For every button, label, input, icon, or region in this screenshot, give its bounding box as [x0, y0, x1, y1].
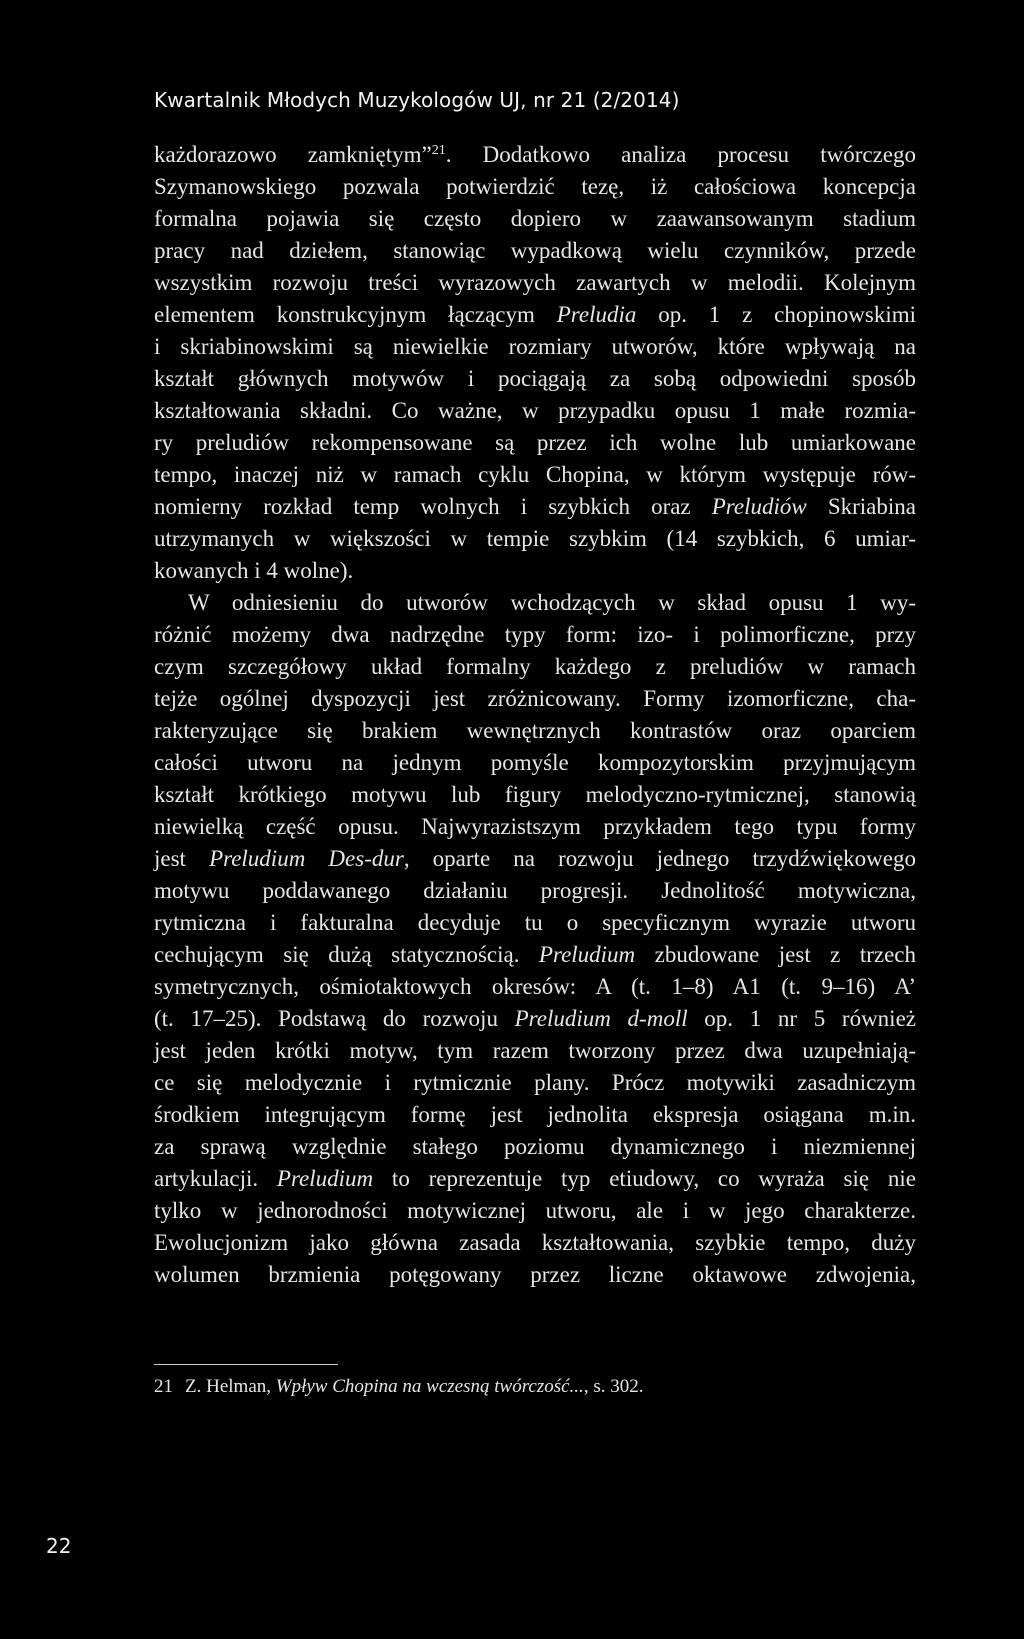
text-line [154, 459, 916, 491]
text-run: tempo, inaczej niż w ramach cyklu Chopina, w którym występuje rów- [154, 462, 916, 487]
text-line [154, 139, 916, 171]
text-run: cechującym się dużą statycznością. [154, 942, 539, 967]
text-line [154, 427, 916, 459]
text-run: rakteryzujące się brakiem wewnętrznych kontrastów oraz oparciem [154, 718, 916, 743]
italic-title: Preludium [276, 1166, 374, 1191]
text-line [154, 747, 916, 779]
text-run: jest jeden krótki motyw, tym razem tworzony przez dwa uzupełniają- [154, 1038, 916, 1063]
text-line [154, 1067, 916, 1099]
text-run: tylko w jednorodności motywicznej utworu, ale i w jego charakterze. [154, 1198, 916, 1223]
text-run: Ewolucjonizm jako główna zasada kształtowania, szybkie tempo, duży [154, 1230, 916, 1255]
text-line [154, 1035, 916, 1067]
text-run: elementem konstrukcyjnym łączącym [154, 302, 557, 327]
footnote-author: Z. Helman, [185, 1376, 276, 1397]
text-run: środkiem integrującym formę jest jednolita ekspresja osiągana m.in. [154, 1102, 916, 1127]
text-run: wszystkim rozwoju treści wyrazowych zawartych w melodii. Kolejnym [154, 270, 916, 295]
text-line [154, 203, 916, 235]
text-run: op. 1 z chopinowskimi [636, 302, 916, 327]
text-line [154, 971, 916, 1003]
italic-title: Preludia [556, 302, 637, 327]
footnote-ref: 21 [431, 143, 446, 158]
body-text [154, 139, 916, 1291]
text-run: i skriabinowskimi są niewielkie rozmiary utworów, które wpływają na [154, 334, 916, 359]
text-line [154, 1003, 916, 1035]
text-run: każdorazowo zamkniętym” [154, 142, 432, 167]
text-line [154, 235, 916, 267]
text-run: . Dodatkowo analiza procesu twórczego [445, 142, 916, 167]
text-line [154, 1227, 916, 1259]
text-run: nomierny rozkład temp wolnych i szybkich oraz [154, 494, 712, 519]
text-run: ce się melodycznie i rytmicznie plany. Prócz motywiki zasadniczym [154, 1070, 916, 1095]
text-line [154, 683, 916, 715]
footnote [154, 1376, 643, 1398]
text-run: jest [154, 846, 210, 871]
text-run: całości utworu na jednym pomyśle kompozytorskim przyjmującym [154, 750, 916, 775]
text-line [154, 555, 916, 587]
running-head: Kwartalnik Młodych Muzykologów UJ, nr 21 (2/2014) [154, 88, 680, 112]
text-line [154, 1163, 916, 1195]
text-run: formalna pojawia się często dopiero w zaawansowanym stadium [154, 206, 916, 231]
text-line [154, 715, 916, 747]
text-run: czym szczegółowy układ formalny każdego z preludiów w ramach [154, 654, 916, 679]
text-line [154, 491, 916, 523]
text-line [154, 523, 916, 555]
text-run: zbudowane jest z trzech [635, 942, 916, 967]
text-run: symetrycznych, ośmiotaktowych okresów: A (t. 1–8) A1 (t. 9–16) A’ [154, 974, 916, 999]
text-run: artykulacji. [154, 1166, 277, 1191]
text-run: kształt głównych motywów i pociągają za sobą odpowiedni sposób [154, 366, 916, 391]
text-line [154, 811, 916, 843]
italic-title: Preludiów [711, 494, 807, 519]
text-line [154, 779, 916, 811]
text-line [154, 875, 916, 907]
text-run: tejże ogólnej dyspozycji jest zróżnicowany. Formy izomorficzne, cha- [154, 686, 916, 711]
text-run: kształtowania składni. Co ważne, w przypadku opusu 1 małe rozmia- [154, 398, 916, 423]
text-line [154, 587, 916, 619]
text-run: (t. 17–25). Podstawą do rozwoju [154, 1006, 515, 1031]
text-run: kowanych i 4 wolne). [154, 558, 354, 583]
text-line [154, 651, 916, 683]
text-run: za sprawą względnie stałego poziomu dynamicznego i niezmiennej [154, 1134, 916, 1159]
text-run: kształt krótkiego motywu lub figury melodyczno-rytmicznej, stanowią [154, 782, 916, 807]
footnote-rule [154, 1364, 338, 1365]
italic-title: Preludium [538, 942, 636, 967]
footnote-number: 21 [154, 1376, 173, 1397]
text-run: to reprezentuje typ etiudowy, co wyraża się nie [373, 1166, 916, 1191]
text-line [154, 619, 916, 651]
italic-title: Preludium Des-dur [209, 846, 404, 871]
text-run: pracy nad dziełem, stanowiąc wypadkową wielu czynników, przede [154, 238, 916, 263]
text-line [154, 267, 916, 299]
footnote-title: Wpływ Chopina na wczesną twórczość... [275, 1376, 584, 1397]
text-run: motywu poddawanego działaniu progresji. Jednolitość motywiczna, [154, 878, 916, 903]
text-run: wolumen brzmienia potęgowany przez liczne oktawowe zdwojenia, [154, 1262, 916, 1287]
text-line [154, 939, 916, 971]
text-run: , oparte na rozwoju jednego trzydźwiękowego [403, 846, 916, 871]
text-line [154, 331, 916, 363]
text-line [154, 363, 916, 395]
text-run: ry preludiów rekompensowane są przez ich wolne lub umiarkowane [154, 430, 916, 455]
text-line [154, 1259, 916, 1291]
text-run: rytmiczna i fakturalna decyduje tu o specyficznym wyrazie utworu [154, 910, 916, 935]
text-run: Szymanowskiego pozwala potwierdzić tezę, iż całościowa koncepcja [154, 174, 916, 199]
page-number: 22 [46, 1534, 72, 1558]
text-line [154, 171, 916, 203]
text-run: niewielką część opusu. Najwyrazistszym przykładem tego typu formy [154, 814, 916, 839]
italic-title: Preludium d-moll [514, 1006, 688, 1031]
text-line [154, 299, 916, 331]
text-line [154, 1195, 916, 1227]
text-run: różnić możemy dwa nadrzędne typy form: izo- i polimorficzne, przy [154, 622, 916, 647]
text-line [154, 1131, 916, 1163]
footnote-rest: , s. 302. [583, 1376, 644, 1397]
text-line [154, 907, 916, 939]
text-run: W odniesieniu do utworów wchodzących w skład opusu 1 wy- [188, 590, 916, 615]
text-run: Skriabina [806, 494, 916, 519]
text-line [154, 843, 916, 875]
text-run: op. 1 nr 5 również [687, 1006, 916, 1031]
text-run: utrzymanych w większości w tempie szybkim (14 szybkich, 6 umiar- [154, 526, 916, 551]
text-line [154, 395, 916, 427]
text-line [154, 1099, 916, 1131]
